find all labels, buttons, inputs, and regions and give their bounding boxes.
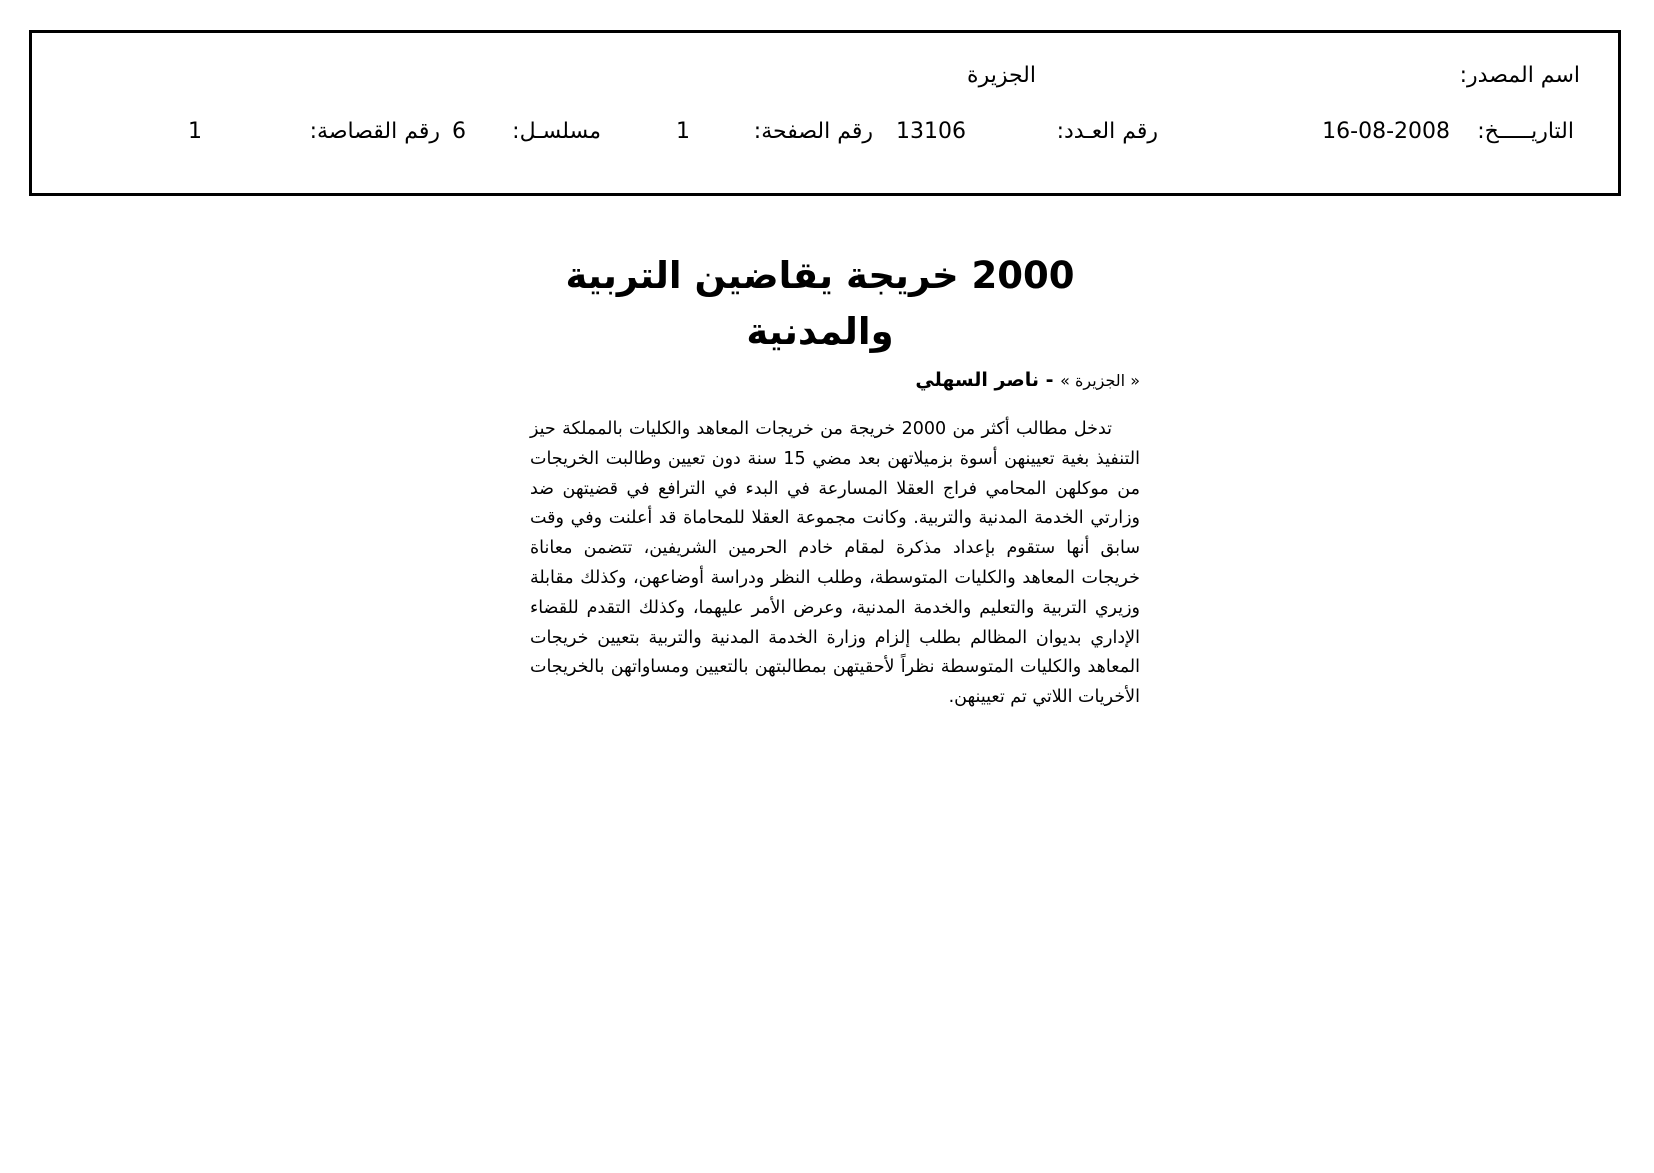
article-headline: 2000 خريجة يقاضين التربية والمدنية [565,254,1075,353]
source-label: اسم المصدر: [1459,63,1580,88]
source-value: الجزيرة [967,63,1036,88]
clipping-number-value: 1 [188,119,202,144]
byline-source: « الجزيرة » [1060,371,1140,390]
article-byline [530,366,1140,395]
issue-number-label: رقم العـدد: [1056,119,1158,144]
page-number-label: رقم الصفحة: [753,119,873,144]
clipping-metadata-box [29,30,1621,196]
clipping-number-label: رقم القصاصة: [309,119,440,144]
date-label: التاريـــــخ: [1477,119,1574,144]
serial-label: مسلسـل: [512,119,601,144]
news-article [530,248,1140,713]
issue-number-value: 13106 [896,119,966,144]
date-value: 16-08-2008 [1322,119,1450,144]
serial-value: 6 [452,119,466,144]
article-body: تدخل مطالب أكثر من 2000 خريجة من خريجات المعاهد والكليات بالمملكة حيز التنفيذ بغية تعيينهن أسوة بزميلاتهن بعد مضي 15 سنة دون تعيين وطالبت الخريجات من موكلهن المحامي فراج العقلا المسارعة في البدء في الترافع في قضيتهن ضد وزارتي الخدمة المدنية والتربية. وكانت مجموعة العقلا للمحاماة قد أعلنت وفي وقت سابق أنها ستقوم بإعداد مذكرة لمقام خادم الحرمين الشريفين، تتضمن معاناة خريجات المعاهد والكليات المتوسطة، وطلب النظر ودراسة أوضاعهن، وكذلك مقابلة وزيري التربية والتعليم والخدمة المدنية، وعرض الأمر عليهما، وكذلك التقدم للقضاء الإداري بديوان المظالم بطلب إلزام وزارة الخدمة المدنية والتربية بتعيين خريجات المعاهد والكليات المتوسطة نظراً لأحقيتهن بمطالبتهن بالتعيين ومساواتهن بالخريجات الأخريات اللاتي تم تعيينهن. [530,419,1140,708]
byline-author: - ناصر السهلي [915,369,1054,391]
page-number-value: 1 [676,119,690,144]
